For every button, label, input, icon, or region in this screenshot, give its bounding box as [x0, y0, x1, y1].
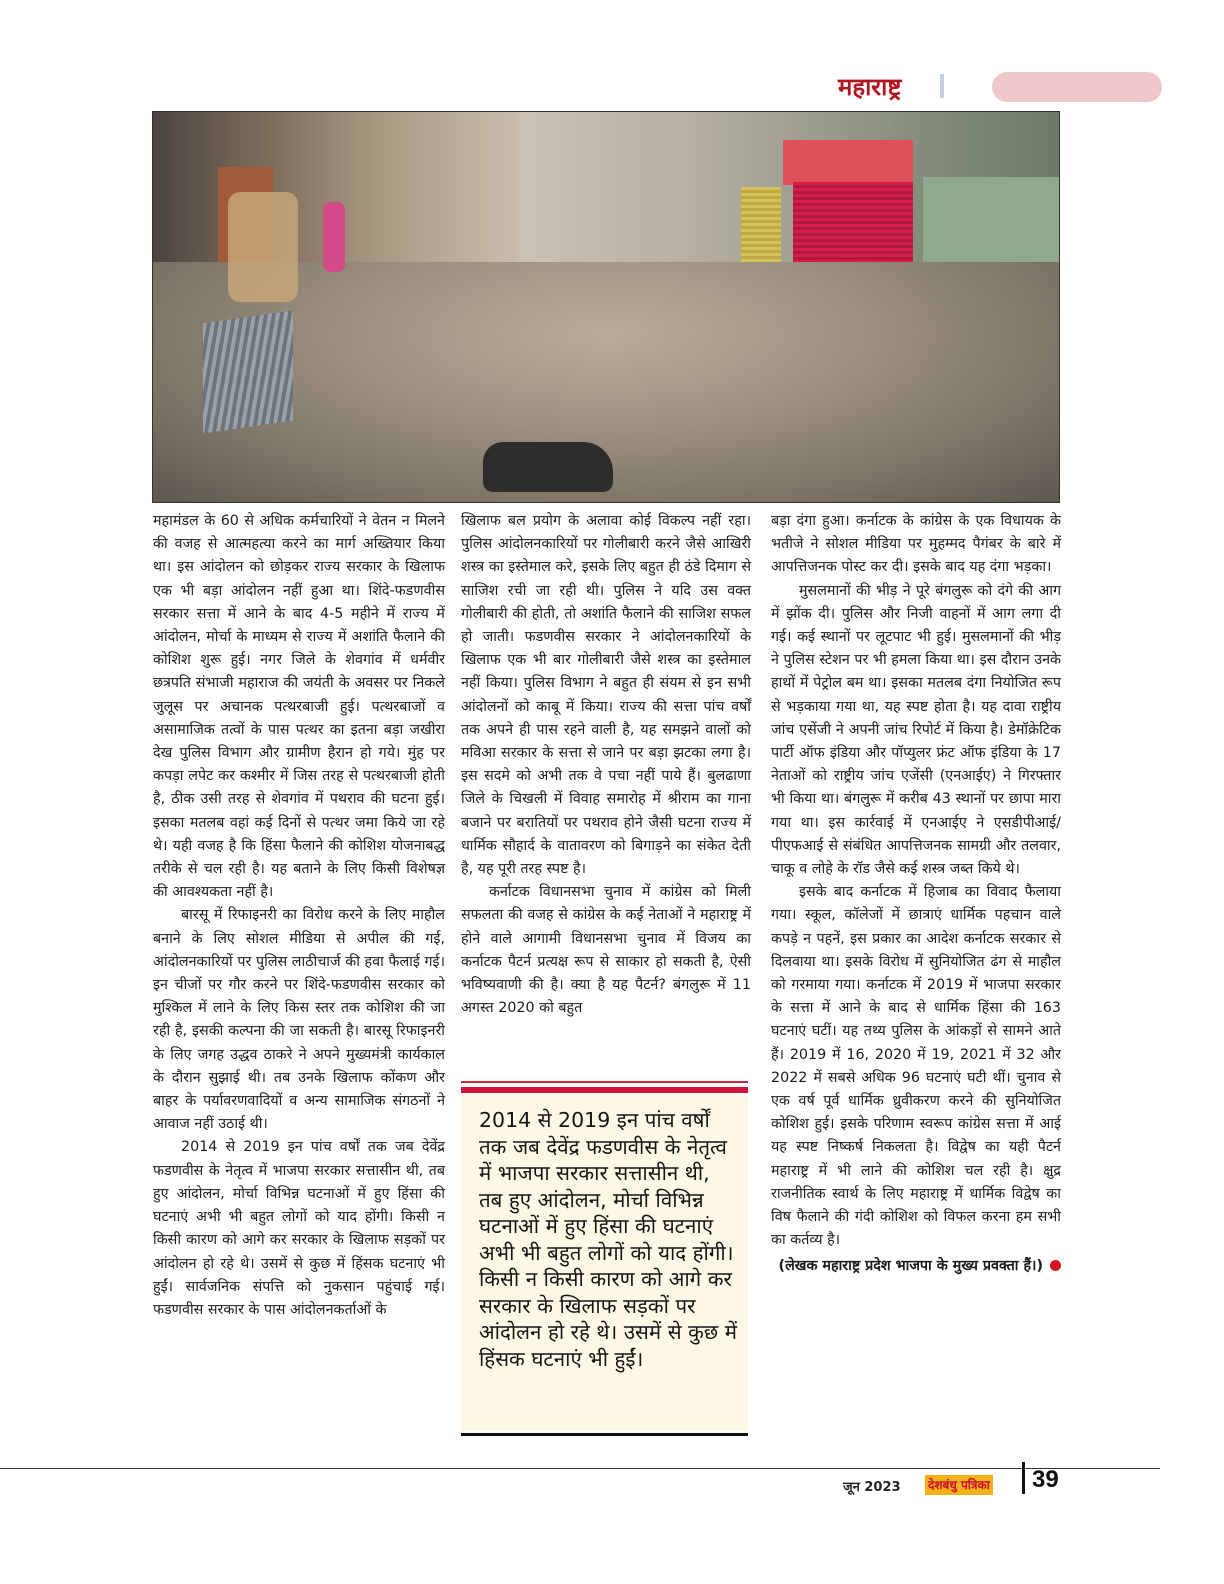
paragraph: बारसू में रिफाइनरी का विरोध करने के लिए माहौल बनाने के लिए सोशल मीडिया से अपील की गई, आंदोलनकारियों पर पुलिस लाठीचार्ज की हवा फैलाई गई। इन चीजों पर गौर करने पर शिंदे-फडणवीस सरकार को मुश्किल में लाने के लिए किस स्तर तक कोशिश की जा रही है, इसकी कल्पना की जा सकती है। बारसू रिफाइनरी के लिए जगह उद्धव ठाकरे ने अपने मुख्यमंत्री कार्यकाल के दौरान सुझाई थी। तब उनके खिलाफ कोंकण और बाहर के पर्यावरणवादियों व अन्य सामाजिक संगठनों ने आवाज नहीं उठाई थी। [153, 907, 445, 1133]
pull-quote-red-bar [461, 1087, 748, 1093]
article-photo [152, 111, 1060, 503]
photo-police-group [228, 192, 298, 302]
paragraph: इसके बाद कर्नाटक में हिजाब का विवाद फैलाया गया। स्कूल, कॉलेजों में छात्राएं धार्मिक पहचान वाले कपड़े न पहनें, इस प्रकार का आदेश कर्नाटक सरकार से दिलवाया था। इसके विरोध में सुनियोजित ढंग से माहौल को गरमाया गया। कर्नाटक में 2019 में भाजपा सरकार के सत्ता में आने के बाद से धार्मिक हिंसा की 163 घटनाएं घटीं। यह तथ्य पुलिस के आंकड़ों से सामने आते हैं। 2019 में 16, 2020 में 19, 2021 में 32 और 2022 में सबसे अधिक 96 घटनाएं घटी थीं। चुनाव से एक वर्ष पूर्व धार्मिक ध्रुवीकरण करने की सुनियोजित कोशिश हुई। इसके परिणाम स्वरूप कांग्रेस सत्ता में आई यह स्पष्ट निष्कर्ष निकलता है। विद्वेष का यही पैटर्न महाराष्ट्र में भी लाने की कोशिश चल रही है। क्षुद्र राजनीतिक स्वार्थ के लिए महाराष्ट्र में धार्मिक विद्वेष का विष फैलाने की गंदी कोशिश को विफल करना हम सभी का कर्तव्य है। [771, 884, 1061, 1249]
byline-text: (लेखक महाराष्ट्र प्रदेश भाजपा के मुख्य प्रवक्ता हैं।) [778, 1257, 1043, 1274]
paragraph: बड़ा दंगा हुआ। कर्नाटक के कांग्रेस के एक विधायक के भतीजे ने सोशल मीडिया पर मुहम्मद पैगंबर के बारे में आपत्तिजनक पोस्ट कर दी। इसके बाद यह दंगा भड़का। [771, 513, 1061, 576]
photo-woman [323, 202, 345, 272]
article-column-3 [771, 510, 1061, 1278]
pull-quote-bottom-rule [461, 1433, 748, 1436]
section-title: महाराष्ट्र [838, 73, 902, 101]
photo-tin-sheet [203, 311, 293, 434]
paragraph: कर्नाटक विधानसभा चुनाव में कांग्रेस को मिली सफलता की वजह से कांग्रेस के कई नेताओं ने महाराष्ट्र में होने वाले आगामी विधानसभा चुनाव में विजय का कर्नाटक पैटर्न प्रत्यक्ष रूप से साकार हो सकती है, ऐसी भविष्यवाणी की है। क्या है यह पैटर्न? बंगलुरू में 11 अगस्त 2020 को बहुत [461, 884, 751, 1017]
paragraph: खिलाफ बल प्रयोग के अलावा कोई विकल्प नहीं रहा। पुलिस आंदोलनकारियों पर गोलीबारी करने जैसे आखिरी शस्त्र का इस्तेमाल करे, इसके लिए बहुत ही ठंडे दिमाग से साजिश रची जा रही थी। पुलिस ने यदि उस वक्त गोलीबारी की होती, तो अशांति फैलाने की साजिश सफल हो जाती। फडणवीस सरकार ने आंदोलनकारियों के खिलाफ एक भी बार गोलीबारी जैसे शस्त्र का इस्तेमाल नहीं किया। पुलिस विभाग ने बहुत ही संयम से इन सभी आंदोलनों को काबू में किया। राज्य की सत्ता पांच वर्षों तक अपने ही पास रहने वाली है, यह समझने वालों को मविआ सरकार के सत्ता से जाने पर बड़ा झटका लगा है। इस सदमे को अभी तक वे पचा नहीं पाये हैं। बुलढाणा जिले के चिखली में विवाह समारोह में श्रीराम का गाना बजाने पर बरातियों पर पथराव होने जैसी घटना राज्य में धार्मिक सौहार्द के वातावरण को बिगाड़ने का संकेत देती है, यह पूरी तरह स्पष्ट है। [461, 513, 751, 878]
page-number: 39 [1032, 1466, 1059, 1493]
end-mark-icon [1050, 1260, 1061, 1271]
photo-burnt-motorcycle [483, 442, 613, 492]
publication-logo: देशबंधु पत्रिका [925, 1475, 993, 1495]
author-byline [771, 1255, 1061, 1278]
paragraph: महामंडल के 60 से अधिक कर्मचारियों ने वेतन न मिलने की वजह से आत्महत्या करने का मार्ग अख्तियार किया था। इस आंदोलन को छोड़कर राज्य सरकार के खिलाफ एक भी बड़ा आंदोलन नहीं हुआ था। शिंदे-फडणवीस सरकार सत्ता में आने के बाद 4-5 महीने में राज्य में आंदोलन, मोर्चा के माध्यम से राज्य में अशांति फैलाने की कोशिश शुरू हुई। नगर जिले के शेवगांव में धर्मवीर छत्रपति संभाजी महाराज की जयंती के अवसर पर निकले जुलूस पर अचानक पत्थरबाजी हुई। पत्थरबाजों व असामाजिक तत्वों के पास पत्थर का इतना बड़ा जखीरा देख पुलिस विभाग और ग्रामीण हैरान हो गये। मुंह पर कपड़ा लपेट कर कश्मीर में जिस तरह से पत्थरबाजी होती है, ठीक उसी तरह से शेवगांव में पथराव की घटना हुई। इसका मतलब वहां कई दिनों से पत्थर जमा किये जा रहे थे। यही वजह है कि हिंसा फैलाने की कोशिश योजनाबद्ध तरीके से चल रही है। यह बताने के लिए किसी विशेषज्ञ की आवश्यकता नहीं है। [153, 513, 445, 901]
pull-quote-text: 2014 से 2019 इन पांच वर्षों तक जब देवेंद्र फडणवीस के नेतृत्व में भाजपा सरकार सत्तासीन थी, तब हुए आंदोलन, मोर्चा विभिन्न घटनाओं में हुए हिंसा की घटनाएं अभी भी बहुत लोगों को याद होंगी। किसी न किसी कारण को आगे कर सरकार के खिलाफ सड़कों पर आंदोलन हो रहे थे। उसमें से कुछ में हिंसक घटनाएं भी हुईं। [479, 1108, 737, 1371]
paragraph: मुसलमानों की भीड़ ने पूरे बंगलुरू को दंगे की आग में झोंक दी। पुलिस और निजी वाहनों में आग लगा दी गई। कई स्थानों पर लूटपाट भी हुई। मुसलमानों की भीड़ ने पुलिस स्टेशन पर भी हमला किया था। इस दौरान उनके हाथों में पेट्रोल बम था। इसका मतलब दंगा नियोजित रूप से भड़काया गया था, यह स्पष्ट होता है। यह दावा राष्ट्रीय जांच एसेंजी ने अपनी जांच रिपोर्ट में किया है। डेमॉक्रेटिक पार्टी ऑफ इंडिया और पॉप्युलर फ्रंट ऑफ इंडिया के 17 नेताओं को राष्ट्रीय जांच एजेंसी (एनआईए) ने गिरफ्तार भी किया था। बंगलुरू में करीब 43 स्थानों पर छापा मारा गया था। इस कार्रवाई में एनआईए ने एसडीपीआई/पीएफआई से संबंधित आपत्तिजनक सामग्री और तलवार, चाकू व लोहे के रॉड जैसे कई शस्त्र जब्त किये थे। [771, 582, 1061, 878]
article-column-1 [153, 510, 445, 1322]
article-column-2 [461, 510, 751, 1020]
header-decorative-pill [992, 72, 1162, 102]
pull-quote [461, 1081, 748, 1431]
issue-date: जून 2023 [843, 1480, 901, 1495]
header-divider [940, 74, 944, 98]
photo-shop-banner [783, 140, 913, 185]
pull-quote-top-rule [461, 1081, 748, 1083]
footer-rule [0, 1468, 1160, 1469]
paragraph: 2014 से 2019 इन पांच वर्षों तक जब देवेंद्र फडणवीस के नेतृत्व में भाजपा सरकार सत्तासीन थी, तब हुए आंदोलन, मोर्चा विभिन्न घटनाओं में हुए हिंसा की घटनाएं अभी भी बहुत लोगों को याद होंगी। किसी न किसी कारण को आगे कर सरकार के खिलाफ सड़कों पर आंदोलन हो रहे थे। उसमें से कुछ में हिंसक घटनाएं भी हुईं। सार्वजनिक संपत्ति को नुकसान पहुंचाई गई। फडणवीस सरकार के पास आंदोलनकर्ताओं के [153, 1139, 445, 1318]
footer-separator [1022, 1462, 1025, 1494]
